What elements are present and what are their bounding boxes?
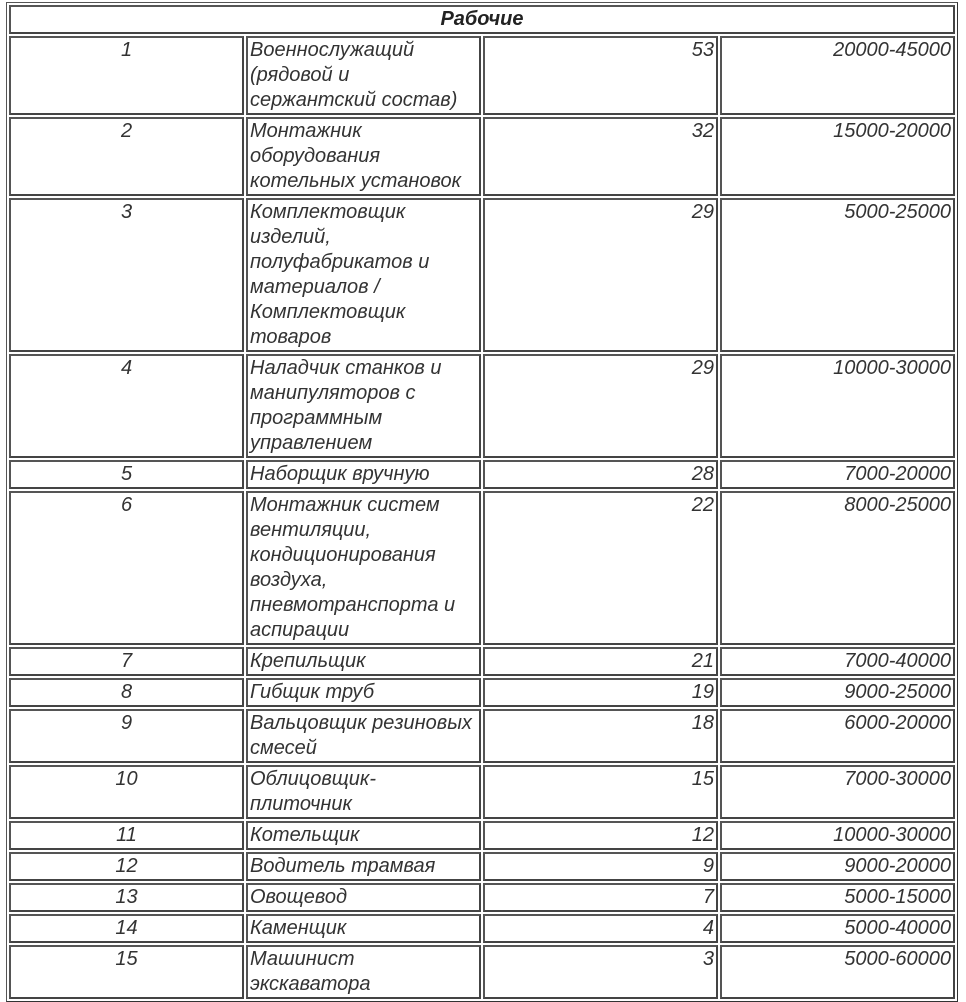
profession-name: Овощевод bbox=[246, 883, 481, 912]
row-number: 14 bbox=[9, 914, 244, 943]
salary-range: 10000-30000 bbox=[720, 354, 955, 458]
row-number: 3 bbox=[9, 198, 244, 352]
row-number: 8 bbox=[9, 678, 244, 707]
salary-range: 5000-40000 bbox=[720, 914, 955, 943]
profession-name: Водитель трамвая bbox=[246, 852, 481, 881]
row-number: 15 bbox=[9, 945, 244, 999]
vacancy-count: 18 bbox=[483, 709, 718, 763]
vacancy-count: 4 bbox=[483, 914, 718, 943]
salary-range: 5000-15000 bbox=[720, 883, 955, 912]
row-number: 9 bbox=[9, 709, 244, 763]
table-row bbox=[9, 647, 955, 676]
profession-name: Военнослужащий (рядовой и сержантский состав) bbox=[246, 36, 481, 115]
profession-name: Наборщик вручную bbox=[246, 460, 481, 489]
row-number: 10 bbox=[9, 765, 244, 819]
profession-name: Монтажник оборудования котельных установок bbox=[246, 117, 481, 196]
profession-name: Машинист экскаватора bbox=[246, 945, 481, 999]
table-row bbox=[9, 460, 955, 489]
row-number: 7 bbox=[9, 647, 244, 676]
vacancy-count: 29 bbox=[483, 354, 718, 458]
workers-table bbox=[6, 2, 958, 1002]
section-header-row bbox=[9, 5, 955, 34]
vacancy-count: 19 bbox=[483, 678, 718, 707]
vacancy-count: 7 bbox=[483, 883, 718, 912]
profession-name: Монтажник систем вентиляции, кондиционирования воздуха, пневмотранспорта и аспирации bbox=[246, 491, 481, 645]
row-number: 4 bbox=[9, 354, 244, 458]
salary-range: 9000-20000 bbox=[720, 852, 955, 881]
vacancy-count: 15 bbox=[483, 765, 718, 819]
row-number: 2 bbox=[9, 117, 244, 196]
profession-name: Вальцовщик резиновых смесей bbox=[246, 709, 481, 763]
row-number: 5 bbox=[9, 460, 244, 489]
table-row bbox=[9, 198, 955, 352]
profession-name: Облицовщик-плиточник bbox=[246, 765, 481, 819]
table-row bbox=[9, 821, 955, 850]
profession-name: Комплектовщик изделий, полуфабрикатов и материалов /Комплектовщик товаров bbox=[246, 198, 481, 352]
vacancy-count: 28 bbox=[483, 460, 718, 489]
salary-range: 7000-20000 bbox=[720, 460, 955, 489]
table-row bbox=[9, 709, 955, 763]
profession-name: Котельщик bbox=[246, 821, 481, 850]
salary-range: 9000-25000 bbox=[720, 678, 955, 707]
profession-name: Крепильщик bbox=[246, 647, 481, 676]
table-row bbox=[9, 354, 955, 458]
table-row bbox=[9, 36, 955, 115]
profession-name: Каменщик bbox=[246, 914, 481, 943]
vacancy-count: 12 bbox=[483, 821, 718, 850]
row-number: 13 bbox=[9, 883, 244, 912]
vacancy-count: 21 bbox=[483, 647, 718, 676]
table-row bbox=[9, 883, 955, 912]
vacancy-count: 53 bbox=[483, 36, 718, 115]
salary-range: 7000-30000 bbox=[720, 765, 955, 819]
table-row bbox=[9, 765, 955, 819]
table-row bbox=[9, 117, 955, 196]
vacancy-count: 22 bbox=[483, 491, 718, 645]
section-title: Рабочие bbox=[9, 5, 955, 34]
profession-name: Гибщик труб bbox=[246, 678, 481, 707]
vacancy-count: 32 bbox=[483, 117, 718, 196]
vacancy-count: 3 bbox=[483, 945, 718, 999]
profession-name: Наладчик станков и манипуляторов с программным управлением bbox=[246, 354, 481, 458]
salary-range: 6000-20000 bbox=[720, 709, 955, 763]
table-row bbox=[9, 678, 955, 707]
table-row bbox=[9, 945, 955, 999]
row-number: 12 bbox=[9, 852, 244, 881]
salary-range: 5000-60000 bbox=[720, 945, 955, 999]
vacancy-count: 29 bbox=[483, 198, 718, 352]
salary-range: 7000-40000 bbox=[720, 647, 955, 676]
table-row bbox=[9, 914, 955, 943]
row-number: 11 bbox=[9, 821, 244, 850]
table-row bbox=[9, 852, 955, 881]
salary-range: 15000-20000 bbox=[720, 117, 955, 196]
vacancy-count: 9 bbox=[483, 852, 718, 881]
salary-range: 5000-25000 bbox=[720, 198, 955, 352]
salary-range: 10000-30000 bbox=[720, 821, 955, 850]
row-number: 1 bbox=[9, 36, 244, 115]
salary-range: 20000-45000 bbox=[720, 36, 955, 115]
table-row bbox=[9, 491, 955, 645]
row-number: 6 bbox=[9, 491, 244, 645]
salary-range: 8000-25000 bbox=[720, 491, 955, 645]
